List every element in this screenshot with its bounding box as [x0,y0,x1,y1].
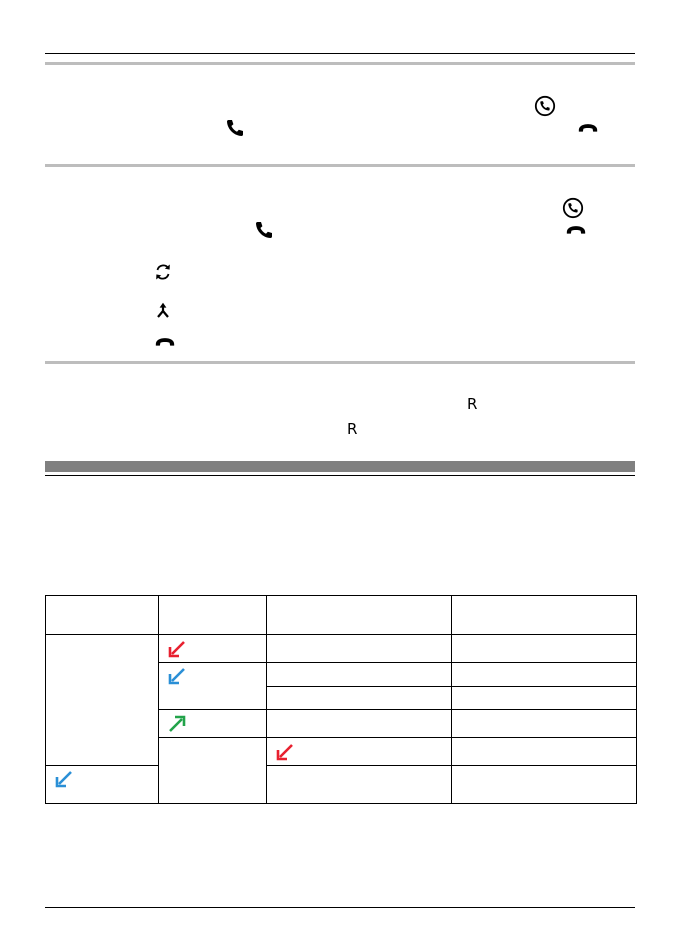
section-divider-1 [45,62,635,65]
group-label-cell [46,635,159,766]
footer-rule [45,907,635,908]
group-label-cell [159,738,267,804]
table-cell [452,635,637,663]
table-cell [267,663,452,687]
table-cell [452,738,637,766]
table-cell [452,663,637,687]
direction-cell [159,663,267,710]
table-cell [267,766,452,804]
phone-circle-icon [562,197,584,219]
section-heading-bar [45,461,635,472]
swap-calls-icon [152,261,174,283]
recall-key-label: R [347,420,358,438]
hang-up-icon [577,117,599,139]
direction-cell [159,635,267,663]
table-row [46,766,637,804]
table-header-row [46,596,637,635]
table-cell [452,687,637,710]
missed-call-arrow-icon [275,742,295,762]
section-heading-underline [45,475,635,476]
table-cell [267,635,452,663]
direction-cell [159,710,267,738]
table-row [46,635,637,663]
outgoing-call-arrow-icon [167,714,187,734]
phone-handset-icon [253,219,275,241]
phone-handset-icon [224,117,246,139]
table-header-cell [452,596,637,635]
direction-cell [46,766,159,804]
table-cell [267,687,452,710]
missed-call-arrow-icon [167,639,187,659]
table-header-cell [159,596,267,635]
merge-calls-icon [152,299,174,321]
call-log-table [45,595,637,804]
table-cell [452,710,637,738]
hang-up-icon [154,331,176,353]
section-divider-2 [45,164,635,167]
section-divider-3 [45,361,635,364]
hang-up-icon [565,219,587,241]
received-call-arrow-icon [167,666,187,686]
phone-circle-icon [534,95,556,117]
header-rule [45,53,635,54]
recall-key-label: R [467,395,478,413]
direction-cell [267,738,452,766]
table-header-cell [46,596,159,635]
table-header-cell [267,596,452,635]
table-cell [267,710,452,738]
table-cell [452,766,637,804]
received-call-arrow-icon [54,769,74,789]
